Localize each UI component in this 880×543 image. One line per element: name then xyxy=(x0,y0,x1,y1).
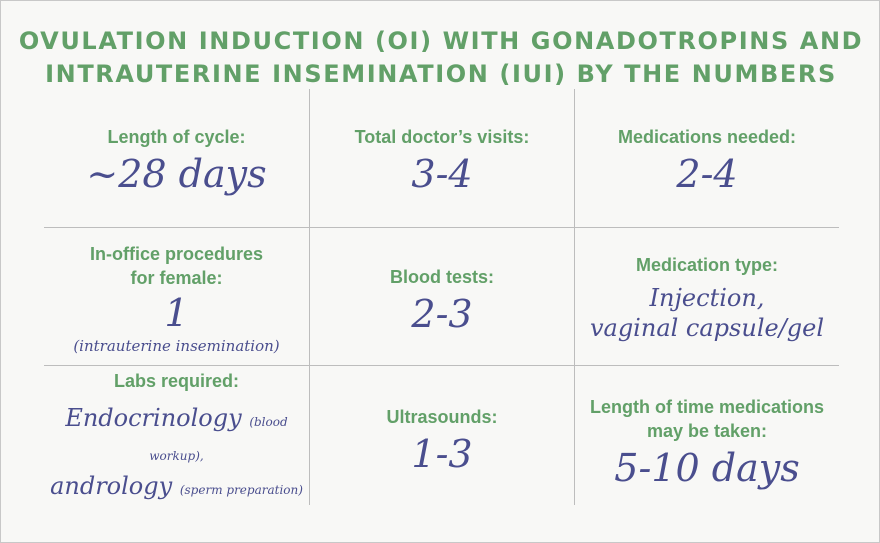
cell-medication-duration xyxy=(575,385,839,501)
labs-line-1 xyxy=(44,403,309,471)
procedures-note: (intrauterine insemination) xyxy=(73,337,280,355)
title-line-1: OVULATION INDUCTION (OI) WITH GONADOTROPINS AND xyxy=(18,27,864,55)
cell-doctor-visits xyxy=(310,109,574,213)
medication-type-line-2: vaginal capsule/gel xyxy=(589,314,825,342)
grid-divider-horizontal-2 xyxy=(44,365,839,366)
medication-type-line-1: Injection, xyxy=(649,284,765,312)
blood-tests-value: 2-3 xyxy=(411,292,473,336)
doctor-visits-value: 3-4 xyxy=(411,152,473,196)
title-line-2: INTRAUTERINE INSEMINATION (IUI) BY THE NUMBERS xyxy=(45,60,837,88)
medication-duration-value: 5-10 days xyxy=(614,446,800,490)
labs-required-label: Labs required: xyxy=(113,371,240,391)
medications-needed-value: 2-4 xyxy=(676,152,738,196)
grid-divider-horizontal-1 xyxy=(44,227,839,228)
medications-needed-label: Medications needed: xyxy=(617,127,797,147)
procedures-label: In-office procedures for female: xyxy=(89,244,264,288)
ultrasounds-label: Ultrasounds: xyxy=(386,407,498,427)
labs-andrology: andrology xyxy=(50,472,173,500)
cell-cycle-length xyxy=(44,109,309,213)
labs-andrology-note: (sperm preparation) xyxy=(179,483,303,497)
labs-line-2 xyxy=(50,471,303,505)
blood-tests-label: Blood tests: xyxy=(389,267,494,287)
cell-in-office-procedures xyxy=(44,239,309,359)
medication-duration-label: Length of time medications may be taken: xyxy=(589,397,825,441)
medication-type-label: Medication type: xyxy=(635,255,778,275)
procedures-value: 1 xyxy=(164,291,189,335)
ultrasounds-value: 1-3 xyxy=(411,432,473,476)
page-title xyxy=(1,25,880,91)
labs-endocrinology: Endocrinology xyxy=(65,404,242,432)
cell-medication-type xyxy=(575,245,839,351)
cell-blood-tests xyxy=(310,249,574,353)
labs-endocrinology-note: (blood workup), xyxy=(149,415,288,463)
cell-medications-needed xyxy=(575,109,839,213)
cell-ultrasounds xyxy=(310,389,574,493)
cycle-length-label: Length of cycle: xyxy=(107,127,246,147)
cell-labs-required xyxy=(44,371,309,500)
doctor-visits-label: Total doctor’s visits: xyxy=(354,127,530,147)
cycle-length-value: ~28 days xyxy=(86,152,267,196)
